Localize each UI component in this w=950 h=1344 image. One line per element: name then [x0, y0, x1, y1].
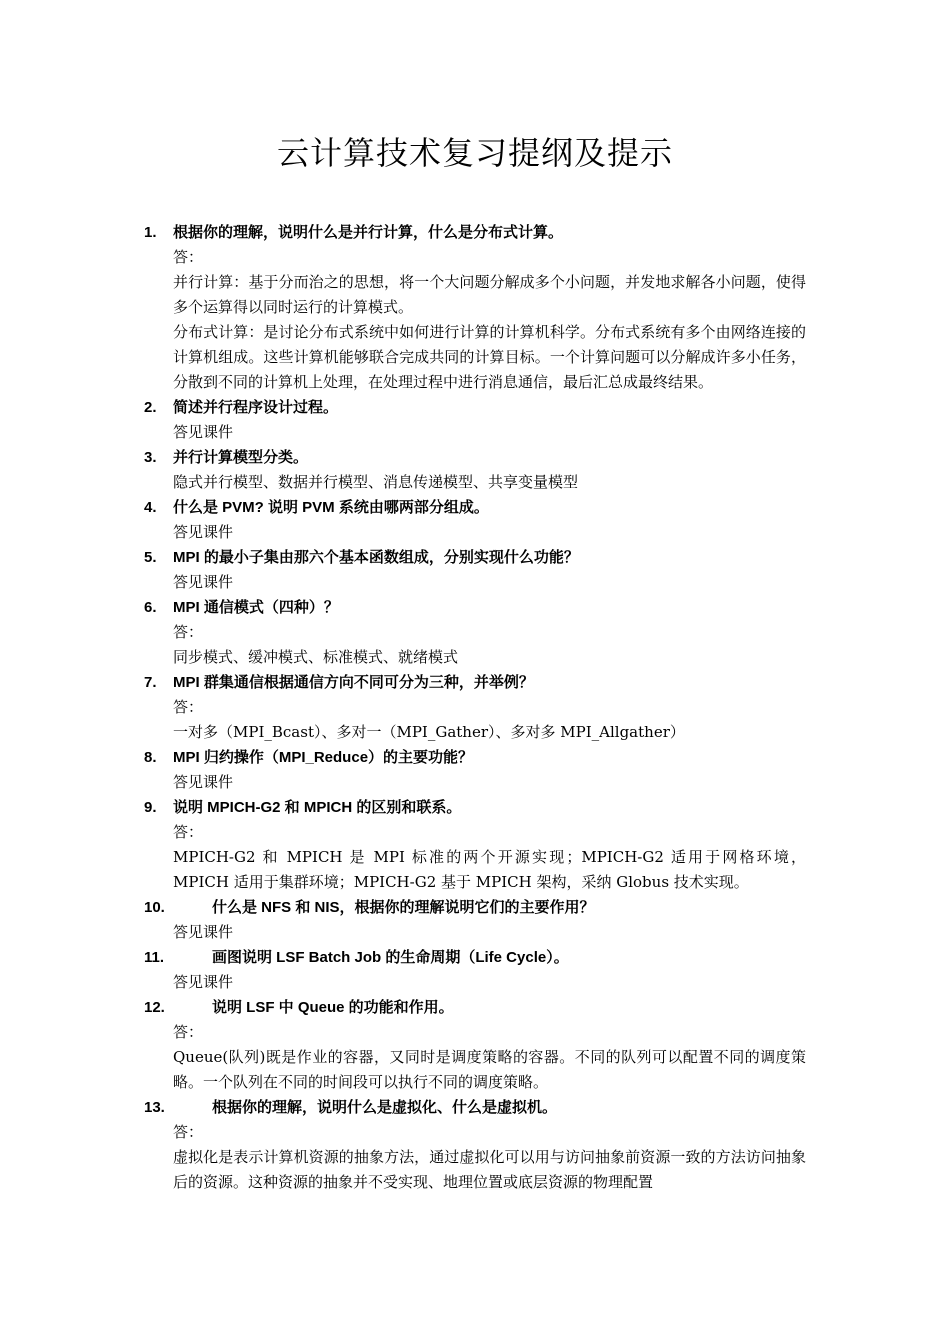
- answer-line: 答：: [173, 623, 204, 641]
- question-number: 4.: [144, 499, 157, 516]
- answer-line: 答：: [173, 823, 204, 841]
- answer-line: 答：: [173, 248, 204, 266]
- answer-paragraph: MPICH-G2 和 MPICH 是 MPI 标准的两个开源实现；MPICH-G2 适用于网格环境，MPICH 适用于集群环境；MPICH-G2 基于 MPICH 架构，采纳 Globus 技术实现。: [173, 848, 806, 891]
- question-10: [0, 895, 950, 920]
- question-text: MPI 的最小子集由那六个基本函数组成，分别实现什么功能？: [173, 549, 579, 566]
- question-8: [0, 745, 950, 770]
- answer-line: 答见课件: [173, 573, 234, 591]
- document-body: [0, 220, 950, 1195]
- answer-line: 答：: [173, 1123, 204, 1141]
- answer-line: 隐式并行模型、数据并行模型、消息传递模型、共享变量模型: [173, 473, 579, 491]
- question-number: 1.: [144, 224, 157, 241]
- answer-line: 答见课件: [173, 773, 234, 791]
- question-number: 6.: [144, 599, 157, 616]
- question-text: MPI 通信模式（四种）？: [173, 599, 339, 616]
- question-number: 12.: [144, 999, 165, 1016]
- question-number: 9.: [144, 799, 157, 816]
- answer-paragraph: 虚拟化是表示计算机资源的抽象方法，通过虚拟化可以用与访问抽象前资源一致的方法访问抽象后的资源。这种资源的抽象并不受实现、地理位置或底层资源的物理配置: [173, 1148, 806, 1191]
- question-number: 5.: [144, 549, 157, 566]
- question-number: 7.: [144, 674, 157, 691]
- answer-paragraph: 并行计算：基于分而治之的思想，将一个大问题分解成多个小问题，并发地求解各小问题，使得多个运算得以同时运行的计算模式。: [173, 273, 806, 316]
- question-text: 什么是 NFS 和 NIS，根据你的理解说明它们的主要作用？: [212, 899, 595, 916]
- answer-line: 一对多（MPI_Bcast）、多对一（MPI_Gather）、多对多 MPI_Allgather）: [173, 723, 685, 741]
- answer-line: 答：: [173, 1023, 204, 1041]
- answer-line: 答：: [173, 698, 204, 716]
- question-1: [0, 220, 950, 245]
- question-number: 10.: [144, 899, 165, 916]
- question-9: [0, 795, 950, 820]
- question-12: [0, 995, 950, 1020]
- question-5: [0, 545, 950, 570]
- question-text: 画图说明 LSF Batch Job 的生命周期（Life Cycle）。: [212, 949, 569, 966]
- question-text: 什么是 PVM? 说明 PVM 系统由哪两部分组成。: [173, 499, 489, 516]
- question-13: [0, 1095, 950, 1120]
- question-text: 说明 MPICH-G2 和 MPICH 的区别和联系。: [173, 799, 462, 816]
- question-number: 11.: [144, 949, 165, 966]
- question-text: 根据你的理解，说明什么是并行计算，什么是分布式计算。: [173, 224, 564, 241]
- question-number: 3.: [144, 449, 157, 466]
- question-4: [0, 495, 950, 520]
- question-text: 根据你的理解，说明什么是虚拟化、什么是虚拟机。: [212, 1099, 558, 1116]
- question-text: MPI 归约操作（MPI_Reduce）的主要功能？: [173, 749, 474, 766]
- question-text: 简述并行程序设计过程。: [173, 399, 339, 416]
- question-text: 并行计算模型分类。: [173, 449, 309, 466]
- answer-line: 答见课件: [173, 973, 234, 991]
- answer-paragraph: 分布式计算：是讨论分布式系统中如何进行计算的计算机科学。分布式系统有多个由网络连接的计算机组成。这些计算机能够联合完成共同的计算目标。一个计算问题可以分解成许多小任务，分散到不同的计算机上处理，在处理过程中进行消息通信，最后汇总成最终结果。: [173, 323, 806, 391]
- answer-line: 答见课件: [173, 423, 234, 441]
- question-3: [0, 445, 950, 470]
- question-7: [0, 670, 950, 695]
- answer-line: 同步模式、缓冲模式、标准模式、就绪模式: [173, 648, 459, 666]
- question-number: 13.: [144, 1099, 165, 1116]
- answer-paragraph: Queue(队列)既是作业的容器，又同时是调度策略的容器。不同的队列可以配置不同的调度策略。一个队列在不同的时间段可以执行不同的调度策略。: [173, 1048, 806, 1091]
- question-text: MPI 群集通信根据通信方向不同可分为三种，并举例？: [173, 674, 534, 691]
- question-6: [0, 595, 950, 620]
- answer-line: 答见课件: [173, 523, 234, 541]
- question-11: [0, 945, 950, 970]
- answer-line: 答见课件: [173, 923, 234, 941]
- question-number: 8.: [144, 749, 157, 766]
- question-text: 说明 LSF 中 Queue 的功能和作用。: [212, 999, 454, 1016]
- question-2: [0, 395, 950, 420]
- document-title: 云计算技术复习提纲及提示: [276, 134, 673, 172]
- question-number: 2.: [144, 399, 157, 416]
